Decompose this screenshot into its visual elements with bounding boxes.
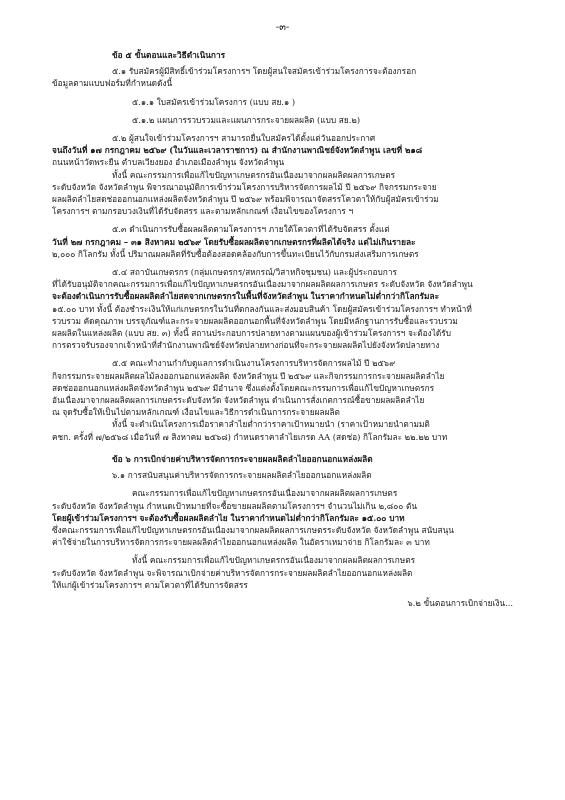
paragraph-5-2-line: ถนนหน้าวัดพระยืน ตำบลเวียงยอง อำเภอเมืองลำพูน จังหวัดลำพูน [52, 157, 285, 168]
paragraph-5-3-line: ๒,๐๐๐ กิโลกรัม ทั้งนี้ ปริมาณผลผลิตที่รับซื้อต้องสอดคล้องกับการขึ้นทะเบียนไว้กับกรมส่งเสริมการเกษตร [52, 248, 419, 259]
paragraph-5-5b-line: คชก. ครั้งที่ ๗/๒๕๖๘ เมื่อวันที่ ๗ สิงหาคม ๒๕๖๘) กำหนดราคาลำไยเกรด AA (สดช่อ) กิโลกรัมละ ๒๒.๒๒ บาท [52, 431, 448, 442]
paragraph-5-4-line: การตรวจรับรองจากเจ้าหน้าที่สำนักงานพาณิชย์จังหวัดปลายทางก่อนที่จะกระจายผลผลิตไปยังจังหวัดปลายทาง [52, 340, 440, 351]
paragraph-5-4-line: รวบรวม คัดคุณภาพ บรรจุภัณฑ์และกระจายผลผลิตออกนอกพื้นที่จังหวัดลำพูน โดยมีหลักฐานการรับซื้อและรวบรวม [52, 315, 458, 326]
paragraph-5-3-line: ๕.๓ ดำเนินการรับซื้อผลผลิตตามโครงการฯ ภายใต้โควตาที่ได้รับจัดสรร ตั้งแต่ [112, 224, 390, 235]
page-number: -๓- [275, 22, 290, 33]
paragraph-6-1b-line: ให้แก่ผู้เข้าร่วมโครงการฯ ตามโควตาที่ได้รับการจัดสรร [52, 579, 248, 590]
paragraph-5-2b-line: ระดับจังหวัด จังหวัดลำพูน พิจารณาอนุมัติการเข้าร่วมโครงการบริหารจัดการผลไม้ ปี ๒๕๖๙ กิจกรรมกระจาย [52, 181, 437, 192]
paragraph-5-4-line: ผลผลิตในแหล่งผลิต (แบบ สย. ๓) ทั้งนี้ สถานประกอบการปลายทางตามแผนของผู้เข้าร่วมโครงการฯ จะต้องได้รับ [52, 328, 452, 339]
paragraph-6-1-line: ค่าใช้จ่ายในการบริหารจัดการกระจายผลผลิตลำไยออกนอกแหล่งผลิต ในอัตราเหมาจ่าย กิโลกรัมละ ๓ บาท [52, 537, 430, 548]
paragraph-5-5b-line: ทั้งนี้ จะดำเนินโครงการเมื่อราคาลำไยต่ำกว่าราคาเป้าหมายนำ (ราคาเป้าหมายนำตามมติ [112, 419, 430, 430]
paragraph-5-3-line: วันที่ ๒๗ กรกฎาคม – ๓๑ สิงหาคม ๒๕๖๙ โดยรับซื้อผลผลิตจากเกษตรกรที่ผลิตได้จริง แต่ไม่เกินรายละ [52, 236, 416, 247]
paragraph-6-1-line: ระดับจังหวัด จังหวัดลำพูน กำหนดเป้าหมายที่จะซื้อขายผลผลิตตามโครงการฯ จำนวนไม่เกิน ๒,๘๐๐ ตัน [52, 500, 418, 511]
paragraph-5-5-line: กิจกรรมกระจายผลผลิตผลไม้ลงออกนอกแหล่งผลิต จังหวัดลำพูน ปี ๒๕๖๙ และกิจกรรมการกระจายผลผลิตลำไย [52, 370, 445, 381]
paragraph-6-1-line: โดยผู้เข้าร่วมโครงการฯ จะต้องรับซื้อผลผลิตลำไย ในราคากำหนดไม่ต่ำกว่ากิโลกรัมละ ๑๕.๐๐ บาท [52, 512, 405, 523]
paragraph-6-1-title: ๖.๑ การสนับสนุนค่าบริหารจัดการกระจายผลผลิตลำไยออกนอกแหล่งผลิต [112, 470, 372, 481]
paragraph-6-1b-line: ทั้งนี้ คณะกรรมการเพื่อแก้ไขปัญหาเกษตรกรอันเนื่องมาจากผลผลิตผลการเกษตร [132, 555, 416, 566]
paragraph-5-5-line: ๕.๕ คณะทำงานกำกับดูแลการดำเนินงานโครงการบริหารจัดการผลไม้ ปี ๒๕๖๙ [112, 358, 396, 369]
section-5-heading: ข้อ ๕ ขั้นตอนและวิธีดำเนินการ [112, 50, 226, 60]
paragraph-5-1-line: ข้อมูลตามแบบฟอร์มที่กำหนดดังนี้ [52, 78, 173, 89]
paragraph-5-2b-line: ทั้งนี้ คณะกรรมการเพื่อแก้ไขปัญหาเกษตรกรอันเนื่องมาจากผลผลิตผลการเกษตร [112, 169, 396, 180]
paragraph-5-5-line: สดช่อออกนอกแหล่งผลิตจังหวัดลำพูน ๒๕๖๙ มีอำนาจ ซึ่งแต่งตั้งโดยคณะกรรมการเพื่อแก้ไขปัญหาเกษตรกร [52, 382, 435, 393]
paragraph-5-2-line: จนถึงวันที่ ๑๗ กรกฎาคม ๒๕๖๙ (ในวันและเวลาราชการ) ณ สำนักงานพาณิชย์จังหวัดลำพูน เลขที่ ๒๑๘ [52, 145, 423, 156]
paragraph-5-2b-line: โครงการฯ ตามกรอบวงเงินที่ได้รับจัดสรร และตามหลักเกณฑ์ เงื่อนไขของโครงการ ฯ [52, 206, 354, 217]
paragraph-5-4-line: ๑๕.๐๐ บาท ทั้งนี้ ต้องชำระเงินให้แก่เกษตรกรในวันที่ตกลงกันและส่งมอบสินค้า โดยผู้สมัครเข้าร่วมโครงการฯ ทำหน้าที่ [52, 303, 472, 314]
paragraph-5-4-line: ที่ได้รับอนุมัติจากคณะกรรมการเพื่อแก้ไขปัญหาเกษตรกรอันเนื่องมาจากผลผลิตผลการเกษตร ระดับจังหวัด จังหวัดลำพูน [52, 279, 473, 290]
item-5-1-1: ๕.๑.๑ ใบสมัครเข้าร่วมโครงการ (แบบ สย.๑ ) [132, 96, 296, 107]
paragraph-5-5-line: ณ จุดรับซื้อให้เป็นไปตามหลักเกณฑ์ เงื่อนไขและวิธีการดำเนินการกระจายผลผลิต [52, 407, 340, 418]
section-6-heading: ข้อ ๖ การเบิกจ่ายค่าบริหารจัดการกระจายผลผลิตลำไยออกนอกแหล่งผลิต [112, 453, 373, 464]
paragraph-5-2b-line: ผลผลิตลำไยสดช่อออกนอกแหล่งผลิตจังหวัดลำพูน ปี ๒๕๖๙ พร้อมพิจารณาจัดสรรโควตาให้กับผู้สมัครเข้าร่วม [52, 194, 439, 205]
paragraph-6-1-line: คณะกรรมการเพื่อแก้ไขปัญหาเกษตรกรอันเนื่องมาจากผลผลิตผลการเกษตร [132, 488, 398, 499]
paragraph-6-1-line: ซึ่งคณะกรรมการเพื่อแก้ไขปัญหาเกษตรกรอันเนื่องมาจากผลผลิตผลการเกษตรระดับจังหวัด จังหวัดลำพูน สนับสนุน [52, 524, 454, 535]
paragraph-5-2-line: ๕.๒ ผู้สนใจเข้าร่วมโครงการฯ สามารถยื่นใบสมัครได้ตั้งแต่วันออกประกาศ [112, 133, 376, 144]
paragraph-6-1b-line: ระดับจังหวัด จังหวัดลำพูน จะพิจารณาเบิกจ่ายค่าบริหารจัดการกระจายผลผลิตลำไยออกนอกแหล่งผลิต [52, 567, 413, 578]
paragraph-5-5-line: อันเนื่องมาจากผลผลิตผลการเกษตรระดับจังหวัด จังหวัดลำพูน ดำเนินการสั่งเกตการณ์ซื้อขายผลผลิตลำไย [52, 395, 425, 406]
continuation-note: ๖.๒ ขั้นตอนการเบิกจ่ายเงิน... [407, 597, 513, 608]
paragraph-5-1-line: ๕.๑ รับสมัครผู้มีสิทธิ์เข้าร่วมโครงการฯ โดยผู้สนใจสมัครเข้าร่วมโครงการจะต้องกรอก [112, 66, 417, 77]
item-5-1-2: ๕.๑.๒ แผนการรวบรวมและแผนการกระจายผลผลิต (แบบ สย.๒) [132, 114, 361, 125]
paragraph-5-4-line: จะต้องดำเนินการรับซื้อผลผลิตลำไยสดจากเกษตรกรในพื้นที่จังหวัดลำพูน ในราคากำหนดไม่ต่ำกว่ากิโลกรัมละ [52, 291, 440, 302]
paragraph-5-4-line: ๕.๔ สถาบันเกษตรกร (กลุ่มเกษตรกร/สหกรณ์/วิสาหกิจชุมชน) และผู้ประกอบการ [112, 267, 397, 278]
